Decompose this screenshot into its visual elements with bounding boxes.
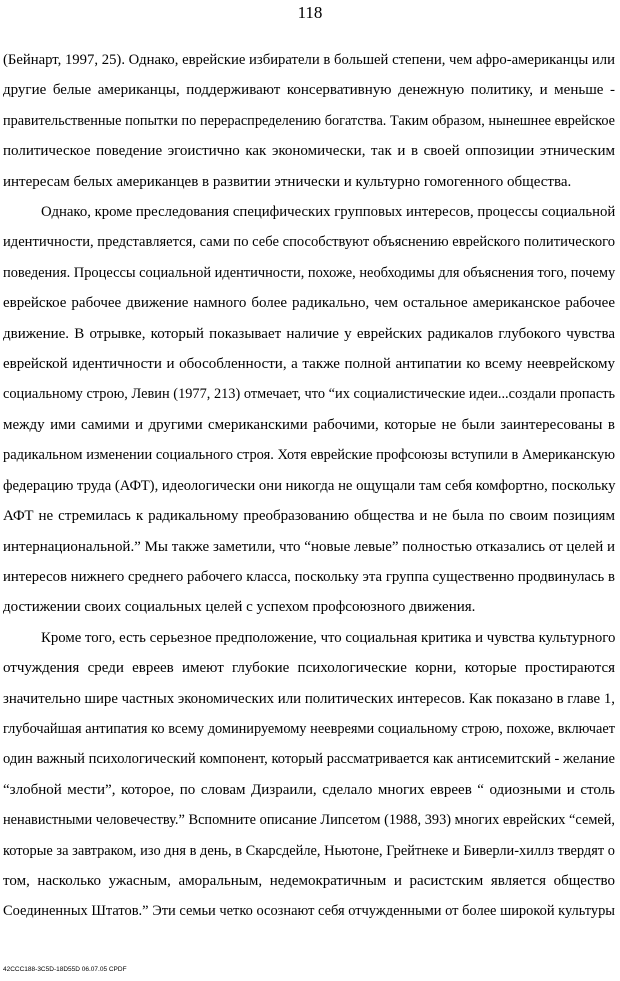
page-number: 118	[297, 3, 323, 22]
text-line: ненавистными человечеству.” Вспомните описание Липсетом (1988, 393) многих еврейских “семей,	[3, 812, 615, 829]
text-line: федерацию труда (АФТ), идеологически они никогда не ощущали там себя комфортно, поскольку	[3, 477, 616, 494]
text-line: достижении своих социальных целей с успехом профсоюзного движения.	[3, 599, 476, 616]
text-line: радикальном изменении социального строя. Хотя еврейские профсоюзы вступили в Американскую	[3, 447, 615, 464]
text-line: отчуждения среди евреев имеют глубокие психологические корни, которые простираются	[3, 660, 615, 677]
text-line: идентичности, представляется, сами по себе способствуют объяснению еврейского политического	[3, 234, 615, 251]
page-body	[3, 45, 615, 927]
text-line: поведения. Процессы социальной идентичности, похоже, необходимы для объяснения того, почему	[3, 264, 616, 281]
text-line: Однако, кроме преследования специфических групповых интересов, процессы социальной	[41, 204, 616, 221]
text-line: правительственные попытки по перераспределению богатства. Таким образом, нынешнее еврейское	[3, 112, 615, 129]
text-line: (Бейнарт, 1997, 25). Однако, еврейские избиратели в большей степени, чем афро-американцы или	[3, 52, 615, 68]
text-line: еврейской идентичности и обособленности, а также полной антипатии ко всему нееврейскому	[3, 356, 615, 373]
text-line: интересам белых американцев в развитии этнически и культурно гомогенного общества.	[3, 173, 572, 190]
text-line: движение. В отрывке, который показывает наличие у еврейских радикалов глубокого чувства	[3, 325, 615, 342]
text-line: “злобной мести”, которое, по словам Дизраили, сделало многих евреев “ одиозными и столь	[3, 781, 615, 798]
text-line: социальному строю, Левин (1977, 213) отмечает, что “их социалистические идеи...создали пропасть	[3, 386, 615, 403]
text-line: том, насколько ужасным, аморальным, недемократичным и расистским является общество	[3, 872, 615, 889]
text-line: интернациональной.” Мы также заметили, что “новые левые” полностью отказались от целей и	[3, 538, 615, 555]
text-line: Кроме того, есть серьезное предположение, что социальная критика и чувства культурного	[41, 629, 616, 646]
paragraph	[3, 197, 615, 623]
text-line: значительно шире частных экономических или политических интересов. Как показано в главе 1,	[3, 690, 615, 707]
text-line: еврейское рабочее движение намного более радикально, чем остальное американское рабочее	[3, 295, 615, 312]
text-line: интересов нижнего среднего рабочего класса, поскольку эта группа существенно продвинулась в	[3, 568, 615, 585]
text-line: АФТ не стремилась к радикальному преобразованию общества и не была по своим позициям	[3, 508, 615, 525]
paragraph	[3, 623, 615, 927]
text-line: Соединенных Штатов.” Эти семьи четко осознают себя отчужденными от более широкой культуры	[3, 903, 615, 920]
text-line: которые за завтраком, изо дня в день, в Скарсдейле, Ньютоне, Грейтнеке и Биверли-хиллз твердят о	[3, 842, 615, 859]
text-line: между ими самими и другими смериканскими рабочими, которые не были заинтересованы в	[3, 416, 615, 433]
text-line: один важный психологический компонент, который рассматривается как антисемитский - желание	[3, 751, 615, 768]
text-line: другие белые американцы, поддерживают консервативную денежную политику, и меньше -	[3, 82, 615, 99]
text-line: глубочайшая антипатия ко всему доминируемому неевреями социальному строю, похоже, включает	[3, 720, 615, 737]
document-footer-code: 42CCC188-3C5D-18D55D 06.07.05 CPDF	[3, 966, 127, 973]
paragraph	[3, 45, 615, 197]
text-line: политическое поведение эгоистично как экономически, так и в своей оппозиции этническим	[3, 143, 615, 160]
